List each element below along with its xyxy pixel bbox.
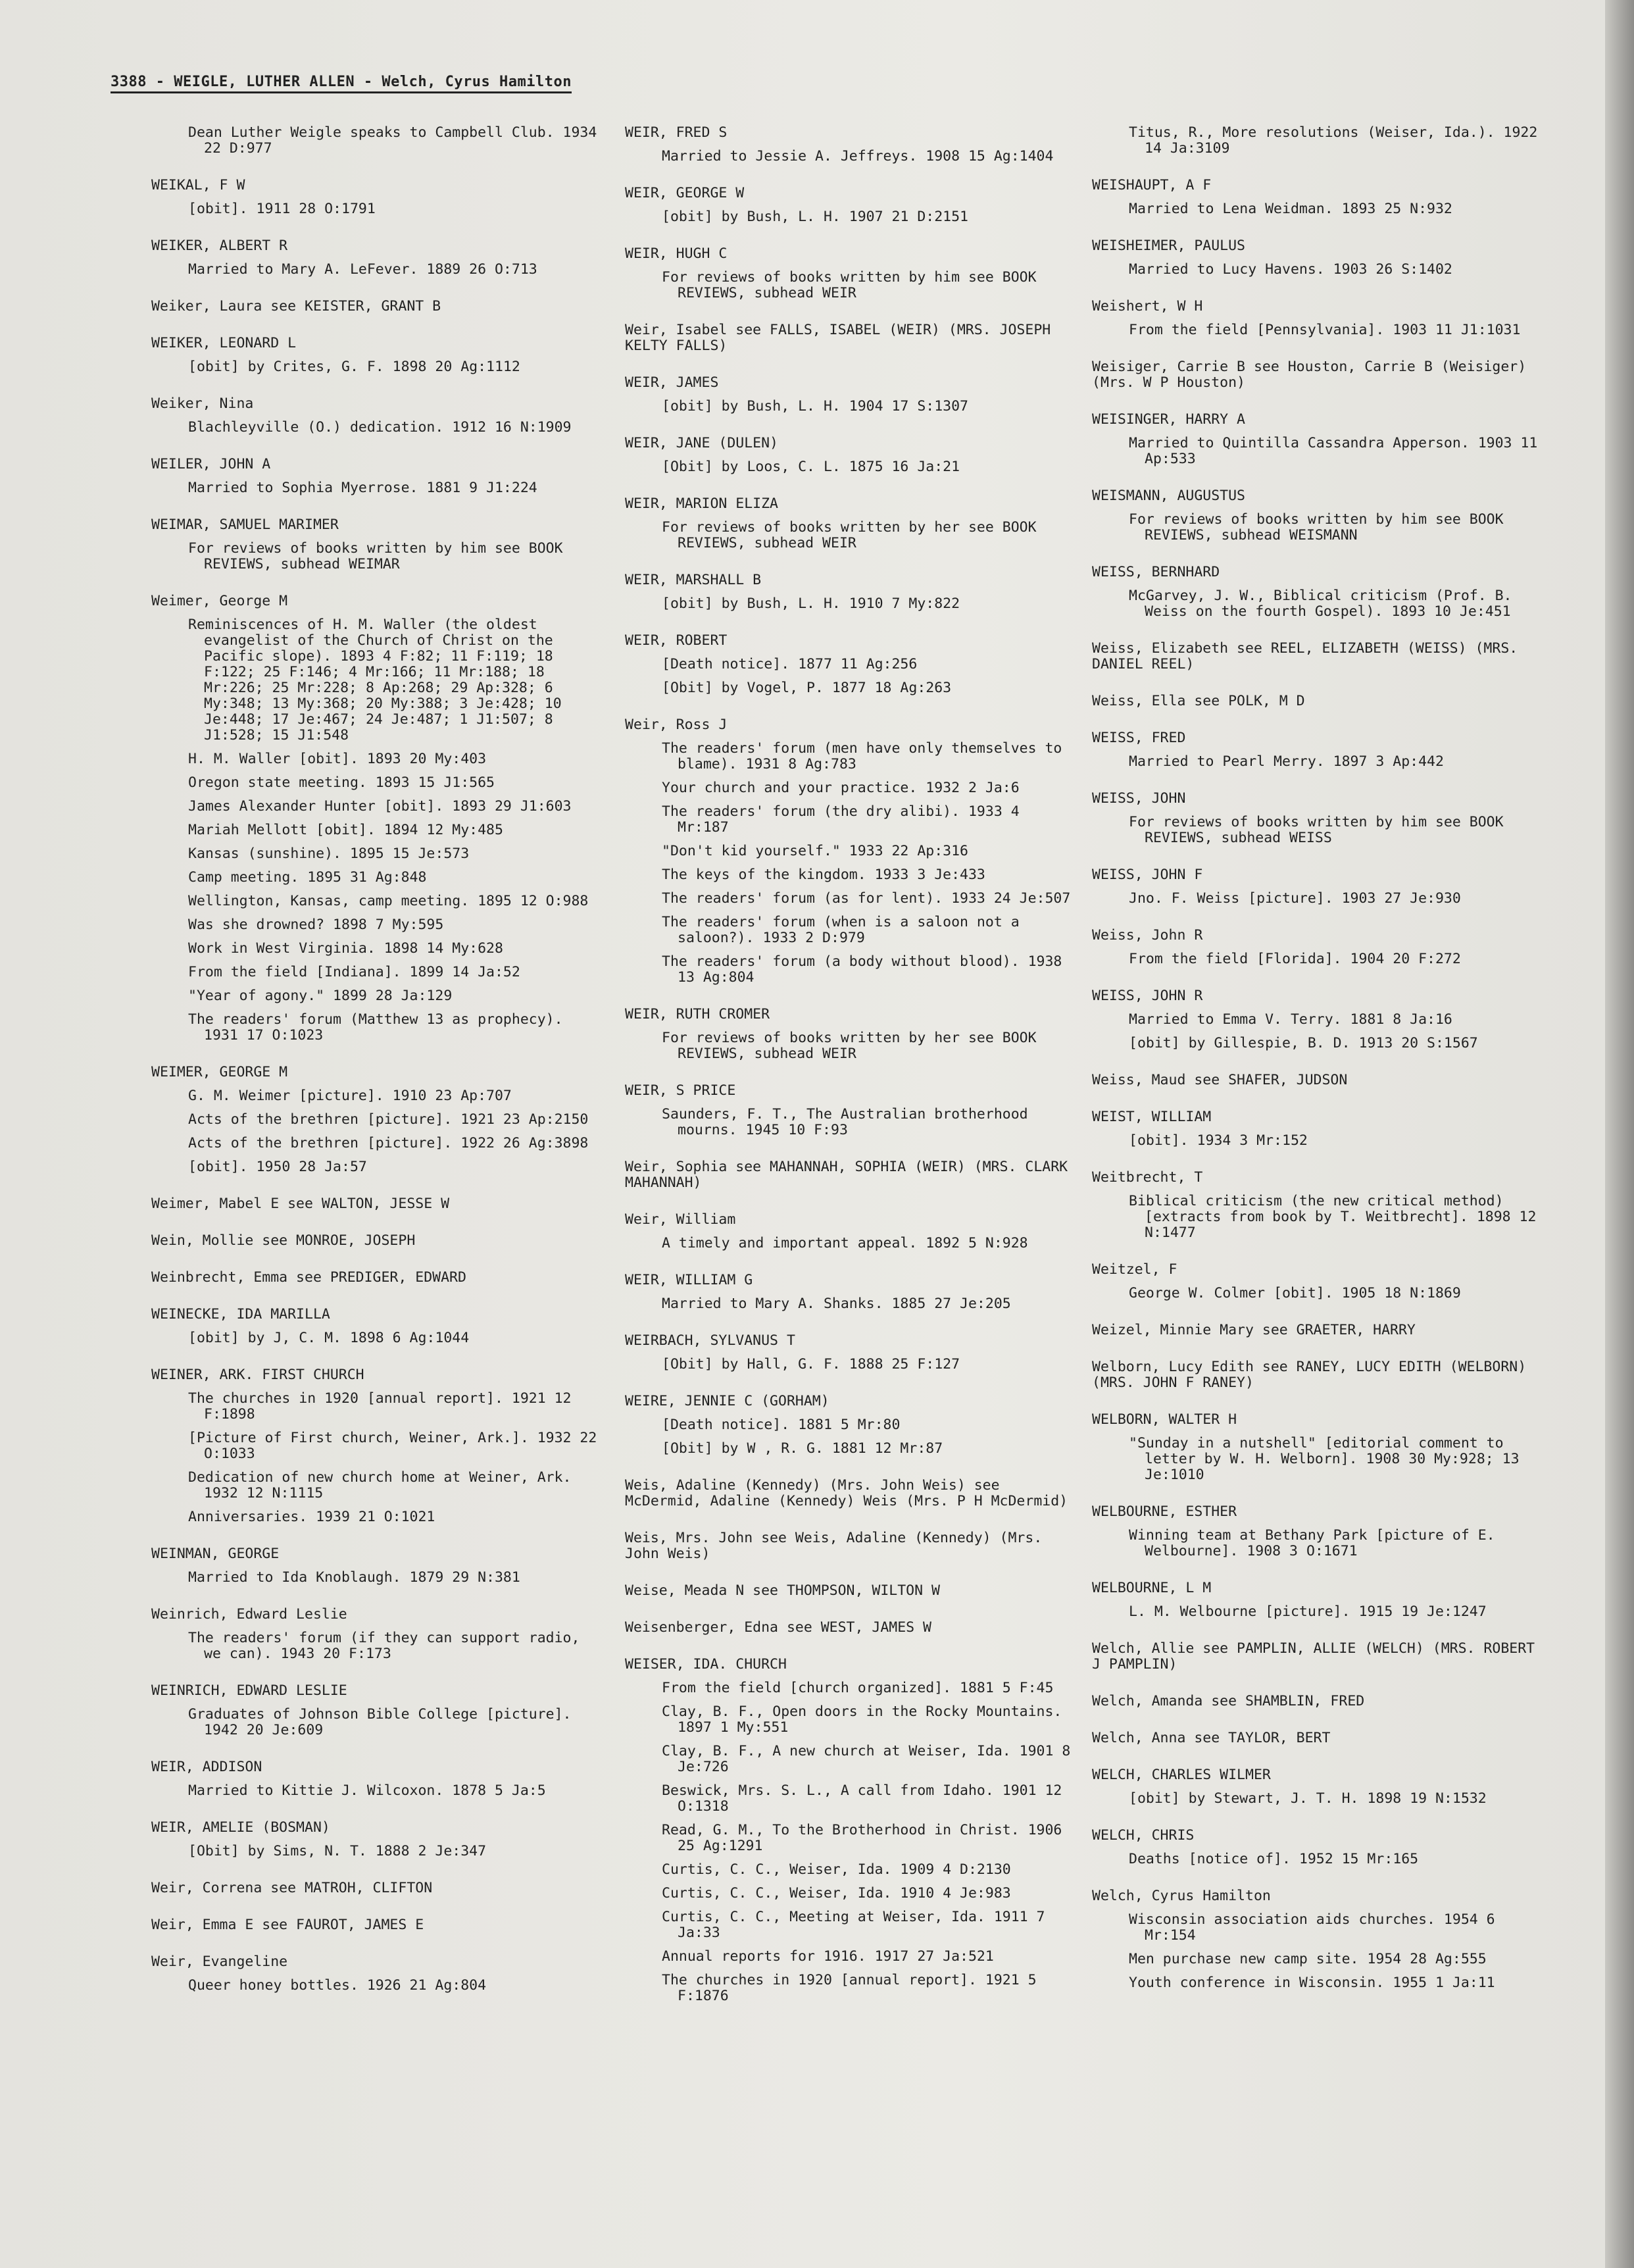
- entry-heading: WEISER, IDA. CHURCH: [625, 1656, 787, 1673]
- entry-citation: For reviews of books written by him see BOOK REVIEWS, subhead WEISS: [1129, 814, 1504, 846]
- index-entry: [1092, 1072, 1539, 1088]
- running-head: 3388 - WEIGLE, LUTHER ALLEN - Welch, Cyrus Hamilton: [111, 74, 572, 93]
- entry-heading: Weitbrecht, T: [1092, 1169, 1203, 1186]
- entry-citation: Oregon state meeting. 1893 15 J1:565: [188, 774, 495, 791]
- index-entry: [625, 436, 1072, 475]
- entry-citation: Winning team at Bethany Park [picture of E. Welbourne]. 1908 3 O:1671: [1129, 1527, 1495, 1559]
- index-entry: [625, 322, 1072, 354]
- index-entry: [151, 396, 599, 436]
- index-entry: [625, 496, 1072, 551]
- entry-heading: Weiker, Laura see KEISTER, GRANT B: [151, 298, 441, 315]
- index-entry: [1092, 1170, 1539, 1241]
- index-column-2: [625, 125, 1072, 2025]
- entry-citation: Married to Lena Weidman. 1893 25 N:932: [1129, 201, 1452, 217]
- entry-citation: Curtis, C. C., Weiser, Ida. 1910 4 Je:983: [662, 1885, 1011, 1902]
- entry-heading: WEISS, BERNHARD: [1092, 564, 1220, 580]
- entry-heading: Weishert, W H: [1092, 298, 1203, 315]
- entry-citation: [Obit] by Sims, N. T. 1888 2 Je:347: [188, 1843, 487, 1859]
- entry-heading: Weimer, George M: [151, 593, 288, 609]
- index-entry: [1092, 693, 1539, 709]
- index-entry: [1092, 1109, 1539, 1149]
- entry-heading: WEISS, JOHN R: [1092, 988, 1203, 1004]
- index-entry: [625, 1530, 1072, 1562]
- entry-heading: WEIR, MARSHALL B: [625, 572, 762, 588]
- entry-heading: WEISHEIMER, PAULUS: [1092, 238, 1245, 254]
- entry-heading: Weise, Meada N see THOMPSON, WILTON W: [625, 1582, 940, 1599]
- entry-citation: [Obit] by Hall, G. F. 1888 25 F:127: [662, 1356, 960, 1373]
- index-entry: [625, 375, 1072, 415]
- entry-heading: WELBORN, WALTER H: [1092, 1411, 1237, 1428]
- index-entry: [625, 572, 1072, 612]
- entry-heading: WEIR, S PRICE: [625, 1082, 736, 1099]
- entry-citation: The readers' forum (the dry alibi). 1933 4 Mr:187: [662, 803, 1020, 836]
- entry-citation: [obit] by J, C. M. 1898 6 Ag:1044: [188, 1330, 470, 1346]
- entry-citation: Deaths [notice of]. 1952 15 Mr:165: [1129, 1851, 1419, 1867]
- index-entry: [625, 186, 1072, 225]
- entry-citation: Your church and your practice. 1932 2 Ja:6: [662, 780, 1020, 796]
- entry-citation: "Sunday in a nutshell" [editorial comment to letter by W. H. Welborn]. 1908 30 My:928; 13 Je:1010: [1129, 1435, 1520, 1483]
- entry-heading: WEINER, ARK. FIRST CHURCH: [151, 1367, 364, 1383]
- index-entry: [1092, 1828, 1539, 1867]
- entry-heading: WEIR, AMELIE (BOSMAN): [151, 1819, 330, 1836]
- entry-heading: Weir, Sophia see MAHANNAH, SOPHIA (WEIR) (MRS. CLARK MAHANNAH): [625, 1159, 1068, 1191]
- entry-heading: WEIR, RUTH CROMER: [625, 1006, 770, 1022]
- entry-citation: Queer honey bottles. 1926 21 Ag:804: [188, 1977, 487, 1994]
- entry-citation: [Picture of First church, Weiner, Ark.]. 1932 22 O:1033: [188, 1430, 597, 1462]
- entry-citation: Read, G. M., To the Brotherhood in Christ. 1906 25 Ag:1291: [662, 1822, 1062, 1854]
- index-entry: [151, 178, 599, 217]
- entry-citation: [Death notice]. 1881 5 Mr:80: [662, 1417, 901, 1433]
- index-entry: [1092, 988, 1539, 1051]
- index-entry: [151, 1759, 599, 1799]
- entry-heading: Weinrich, Edward Leslie: [151, 1606, 347, 1623]
- entry-citation: [Death notice]. 1877 11 Ag:256: [662, 656, 918, 672]
- entry-heading: Weiss, Maud see SHAFER, JUDSON: [1092, 1072, 1348, 1088]
- entry-citation: Curtis, C. C., Weiser, Ida. 1909 4 D:2130: [662, 1861, 1011, 1878]
- entry-heading: WEISS, JOHN: [1092, 790, 1186, 807]
- index-entry: [1092, 178, 1539, 217]
- entry-heading: WEIR, WILLIAM G: [625, 1272, 753, 1288]
- index-entry: [1092, 359, 1539, 391]
- entry-citation: McGarvey, J. W., Biblical criticism (Prof. B. Weiss on the fourth Gospel). 1893 10 Je:451: [1129, 588, 1512, 620]
- entry-heading: Welborn, Lucy Edith see RANEY, LUCY EDITH (WELBORN) (MRS. JOHN F RANEY): [1092, 1359, 1527, 1391]
- index-entry: [1092, 867, 1539, 907]
- index-entry: [625, 1212, 1072, 1251]
- entry-citation: [Obit] by Vogel, P. 1877 18 Ag:263: [662, 680, 952, 696]
- entry-citation: Kansas (sunshine). 1895 15 Je:573: [188, 845, 470, 862]
- index-column-1: [151, 125, 599, 2015]
- entry-heading: WEINMAN, GEORGE: [151, 1546, 280, 1562]
- index-entry: [1092, 730, 1539, 770]
- index-entry: [1092, 1694, 1539, 1709]
- index-entry: [151, 1954, 599, 1994]
- entry-heading: WEIR, HUGH C: [625, 245, 728, 262]
- entry-heading: WEINECKE, IDA MARILLA: [151, 1306, 330, 1323]
- index-entry: [1092, 1641, 1539, 1673]
- entry-citation: Youth conference in Wisconsin. 1955 1 Ja:11: [1129, 1975, 1495, 1991]
- entry-heading: Welch, Cyrus Hamilton: [1092, 1888, 1271, 1904]
- entry-citation: The readers' forum (men have only themselves to blame). 1931 8 Ag:783: [662, 740, 1062, 772]
- entry-heading: Weiss, John R: [1092, 927, 1203, 944]
- entry-heading: Weisiger, Carrie B see Houston, Carrie B (Weisiger) (Mrs. W P Houston): [1092, 359, 1527, 391]
- entry-citation: [obit]. 1934 3 Mr:152: [1129, 1132, 1308, 1149]
- index-entry: [151, 1270, 599, 1286]
- index-entry: [1092, 125, 1539, 157]
- entry-citation: Married to Mary A. LeFever. 1889 26 O:713: [188, 261, 537, 278]
- entry-citation: Acts of the brethren [picture]. 1921 23 Ap:2150: [188, 1111, 589, 1128]
- index-entry: [625, 1159, 1072, 1191]
- entry-citation: "Year of agony." 1899 28 Ja:129: [188, 988, 453, 1004]
- index-entry: [625, 1478, 1072, 1509]
- entry-citation: For reviews of books written by him see BOOK REVIEWS, subhead WEIMAR: [188, 540, 563, 572]
- entry-citation: The churches in 1920 [annual report]. 1921 12 F:1898: [188, 1390, 572, 1423]
- entry-heading: WEIR, JAMES: [625, 374, 719, 391]
- index-entry: [151, 1065, 599, 1175]
- entry-citation: Married to Lucy Havens. 1903 26 S:1402: [1129, 261, 1452, 278]
- index-entry: [1092, 565, 1539, 620]
- entry-heading: WEIST, WILLIAM: [1092, 1109, 1212, 1125]
- index-entry: [151, 1820, 599, 1859]
- index-entry: [151, 1917, 599, 1933]
- entry-citation: Saunders, F. T., The Australian brotherhood mourns. 1945 10 F:93: [662, 1106, 1028, 1138]
- index-entry: [1092, 1730, 1539, 1746]
- entry-citation: Dedication of new church home at Weiner, Ark. 1932 12 N:1115: [188, 1469, 572, 1501]
- index-entry: [625, 1620, 1072, 1636]
- entry-heading: Weinbrecht, Emma see PREDIGER, EDWARD: [151, 1269, 466, 1286]
- entry-heading: Weir, William: [625, 1211, 736, 1228]
- index-entry: [625, 633, 1072, 696]
- index-entry: [151, 1880, 599, 1896]
- entry-heading: Weiker, Nina: [151, 395, 254, 412]
- entry-citation: [obit] by Bush, L. H. 1910 7 My:822: [662, 595, 960, 612]
- entry-citation: [obit] by Gillespie, B. D. 1913 20 S:1567: [1129, 1035, 1478, 1051]
- index-entry: [1092, 488, 1539, 543]
- entry-heading: Weizel, Minnie Mary see GRAETER, HARRY: [1092, 1322, 1416, 1338]
- index-entry: [625, 1333, 1072, 1373]
- entry-heading: WEISHAUPT, A F: [1092, 177, 1212, 193]
- entry-citation: James Alexander Hunter [obit]. 1893 29 J1:603: [188, 798, 572, 815]
- entry-heading: WELBOURNE, L M: [1092, 1580, 1212, 1596]
- entry-citation: The readers' forum (when is a saloon not a saloon?). 1933 2 D:979: [662, 914, 1020, 946]
- entry-citation: Mariah Mellott [obit]. 1894 12 My:485: [188, 822, 503, 838]
- index-entry: [625, 246, 1072, 301]
- index-entry: [1092, 299, 1539, 338]
- entry-citation: Titus, R., More resolutions (Weiser, Ida.). 1922 14 Ja:3109: [1129, 124, 1538, 157]
- index-entry: [151, 1196, 599, 1212]
- index-entry: [151, 336, 599, 375]
- index-entry: [151, 1233, 599, 1249]
- entry-citation: The readers' forum (a body without blood). 1938 13 Ag:804: [662, 953, 1062, 986]
- entry-heading: Weiss, Ella see POLK, M D: [1092, 693, 1305, 709]
- index-entry: [1092, 1412, 1539, 1483]
- entry-heading: Welch, Allie see PAMPLIN, ALLIE (WELCH) (MRS. ROBERT J PAMPLIN): [1092, 1640, 1535, 1673]
- index-entry: [1092, 1262, 1539, 1301]
- entry-citation: The readers' forum (as for lent). 1933 24 Je:507: [662, 890, 1071, 907]
- entry-heading: Weisenberger, Edna see WEST, JAMES W: [625, 1619, 931, 1636]
- entry-heading: Weir, Isabel see FALLS, ISABEL (WEIR) (MRS. JOSEPH KELTY FALLS): [625, 322, 1051, 354]
- entry-citation: Annual reports for 1916. 1917 27 Ja:521: [662, 1948, 994, 1965]
- entry-citation: Married to Emma V. Terry. 1881 8 Ja:16: [1129, 1011, 1452, 1028]
- entry-heading: WELCH, CHRIS: [1092, 1827, 1195, 1844]
- entry-heading: WELCH, CHARLES WILMER: [1092, 1767, 1271, 1783]
- entry-citation: Acts of the brethren [picture]. 1922 26 Ag:3898: [188, 1135, 589, 1151]
- entry-heading: Welch, Amanda see SHAMBLIN, FRED: [1092, 1693, 1365, 1709]
- index-entry: [151, 1367, 599, 1525]
- entry-citation: A timely and important appeal. 1892 5 N:928: [662, 1235, 1028, 1251]
- entry-citation: Reminiscences of H. M. Waller (the oldest evangelist of the Church of Christ on the Pacific slope). 1893 4 F:82; 11 F:119; 18 F:122; 25 F:146; 4 Mr:166; 11 Mr:188; 18 Mr:226; 25 Mr:228; 8 Ap:268; 29 Ap:328; 6 My:348; 13 My:368; 20 My:388; 3 Je:428; 10 Je:448; 17 Je:467; 24 Je:487; 1 J1:507; 8 J1:528; 15 J1:548: [188, 617, 562, 743]
- index-entry: [625, 1007, 1072, 1062]
- index-entry: [1092, 1323, 1539, 1338]
- entry-citation: Clay, B. F., A new church at Weiser, Ida. 1901 8 Je:726: [662, 1743, 1071, 1775]
- entry-heading: WEIR, ADDISON: [151, 1759, 262, 1775]
- entry-citation: Wisconsin association aids churches. 1954 6 Mr:154: [1129, 1911, 1495, 1944]
- entry-citation: For reviews of books written by her see BOOK REVIEWS, subhead WEIR: [662, 519, 1037, 551]
- index-entry: [625, 125, 1072, 164]
- index-entry: [1092, 1359, 1539, 1391]
- index-entry: [151, 238, 599, 278]
- entry-heading: WEISS, FRED: [1092, 730, 1186, 746]
- entry-heading: Weir, Correna see MATROH, CLIFTON: [151, 1880, 433, 1896]
- index-entry: [151, 125, 599, 157]
- entry-citation: Jno. F. Weiss [picture]. 1903 27 Je:930: [1129, 890, 1461, 907]
- index-entry: [151, 1607, 599, 1662]
- entry-heading: Weimer, Mabel E see WALTON, JESSE W: [151, 1196, 450, 1212]
- entry-citation: Wellington, Kansas, camp meeting. 1895 12 O:988: [188, 893, 589, 909]
- entry-heading: WEINRICH, EDWARD LESLIE: [151, 1682, 347, 1699]
- entry-citation: From the field [church organized]. 1881 5 F:45: [662, 1680, 1054, 1696]
- entry-citation: Graduates of Johnson Bible College [picture]. 1942 20 Je:609: [188, 1706, 572, 1738]
- entry-heading: WEIMAR, SAMUEL MARIMER: [151, 517, 339, 533]
- entry-citation: Was she drowned? 1898 7 My:595: [188, 917, 444, 933]
- entry-citation: [Obit] by W , R. G. 1881 12 Mr:87: [662, 1440, 943, 1457]
- entry-citation: [obit]. 1911 28 O:1791: [188, 201, 376, 217]
- index-entry: [1092, 1580, 1539, 1620]
- entry-citation: [Obit] by Loos, C. L. 1875 16 Ja:21: [662, 459, 960, 475]
- index-entry: [625, 1083, 1072, 1138]
- entry-citation: G. M. Weimer [picture]. 1910 23 Ap:707: [188, 1088, 512, 1104]
- index-entry: [1092, 1504, 1539, 1559]
- entry-heading: Weiss, Elizabeth see REEL, ELIZABETH (WEISS) (MRS. DANIEL REEL): [1092, 640, 1518, 672]
- entry-citation: Married to Quintilla Cassandra Apperson. 1903 11 Ap:533: [1129, 435, 1538, 467]
- entry-heading: WELBOURNE, ESTHER: [1092, 1503, 1237, 1520]
- entry-citation: The keys of the kingdom. 1933 3 Je:433: [662, 867, 985, 883]
- index-entry: [151, 1683, 599, 1738]
- entry-heading: Weir, Ross J: [625, 717, 728, 733]
- entry-citation: [obit] by Bush, L. H. 1904 17 S:1307: [662, 398, 968, 415]
- entry-heading: WEIRE, JENNIE C (GORHAM): [625, 1393, 829, 1409]
- entry-citation: For reviews of books written by her see BOOK REVIEWS, subhead WEIR: [662, 1030, 1037, 1062]
- entry-heading: Weir, Evangeline: [151, 1953, 288, 1970]
- entry-citation: Married to Jessie A. Jeffreys. 1908 15 Ag:1404: [662, 148, 1054, 164]
- entry-heading: Weis, Adaline (Kennedy) (Mrs. John Weis) see McDermid, Adaline (Kennedy) Weis (Mrs. P H McDermid): [625, 1477, 1068, 1509]
- entry-citation: Men purchase new camp site. 1954 28 Ag:555: [1129, 1951, 1487, 1967]
- entry-heading: WEIKAL, F W: [151, 177, 245, 193]
- entry-citation: Camp meeting. 1895 31 Ag:848: [188, 869, 427, 886]
- entry-heading: WEIR, GEORGE W: [625, 185, 745, 201]
- entry-heading: Welch, Anna see TAYLOR, BERT: [1092, 1730, 1331, 1746]
- index-entry: [151, 457, 599, 496]
- index-entry: [1092, 412, 1539, 467]
- entry-citation: For reviews of books written by him see BOOK REVIEWS, subhead WEIR: [662, 269, 1037, 301]
- index-entry: [151, 517, 599, 572]
- entry-citation: The readers' forum (Matthew 13 as prophecy). 1931 17 O:1023: [188, 1011, 563, 1044]
- index-entry: [151, 299, 599, 315]
- entry-heading: WEISMANN, AUGUSTUS: [1092, 488, 1245, 504]
- entry-citation: For reviews of books written by him see BOOK REVIEWS, subhead WEISMANN: [1129, 511, 1504, 543]
- index-entry: [1092, 238, 1539, 278]
- entry-heading: WEIMER, GEORGE M: [151, 1064, 288, 1080]
- index-entry: [625, 1394, 1072, 1457]
- entry-citation: Clay, B. F., Open doors in the Rocky Mountains. 1897 1 My:551: [662, 1703, 1062, 1736]
- entry-citation: Married to Pearl Merry. 1897 3 Ap:442: [1129, 753, 1444, 770]
- entry-citation: [obit] by Bush, L. H. 1907 21 D:2151: [662, 209, 968, 225]
- entry-citation: [obit]. 1950 28 Ja:57: [188, 1159, 367, 1175]
- entry-citation: George W. Colmer [obit]. 1905 18 N:1869: [1129, 1285, 1461, 1301]
- entry-citation: From the field [Indiana]. 1899 14 Ja:52: [188, 964, 520, 980]
- index-entry: [1092, 928, 1539, 967]
- entry-heading: Weir, Emma E see FAUROT, JAMES E: [151, 1917, 424, 1933]
- entry-heading: WEIKER, ALBERT R: [151, 238, 288, 254]
- entry-heading: Weis, Mrs. John see Weis, Adaline (Kennedy) (Mrs. John Weis): [625, 1530, 1043, 1562]
- entry-citation: L. M. Welbourne [picture]. 1915 19 Je:1247: [1129, 1603, 1487, 1620]
- entry-citation: Beswick, Mrs. S. L., A call from Idaho. 1901 12 O:1318: [662, 1782, 1062, 1815]
- entry-citation: Married to Sophia Myerrose. 1881 9 J1:224: [188, 480, 537, 496]
- entry-heading: WEIRBACH, SYLVANUS T: [625, 1332, 795, 1349]
- entry-citation: Dean Luther Weigle speaks to Campbell Club. 1934 22 D:977: [188, 124, 597, 157]
- index-entry: [1092, 791, 1539, 846]
- entry-heading: WEISS, JOHN F: [1092, 867, 1203, 883]
- index-entry: [151, 1546, 599, 1586]
- index-entry: [625, 1657, 1072, 2004]
- entry-citation: The churches in 1920 [annual report]. 1921 5 F:1876: [662, 1972, 1037, 2004]
- entry-citation: From the field [Florida]. 1904 20 F:272: [1129, 951, 1461, 967]
- entry-citation: Married to Ida Knoblaugh. 1879 29 N:381: [188, 1569, 520, 1586]
- entry-heading: WEISINGER, HARRY A: [1092, 411, 1245, 428]
- entry-citation: "Don't kid yourself." 1933 22 Ap:316: [662, 843, 968, 859]
- entry-citation: Biblical criticism (the new critical method) [extracts from book by T. Weitbrecht]. 1898 12 N:1477: [1129, 1193, 1537, 1241]
- entry-citation: Married to Kittie J. Wilcoxon. 1878 5 Ja:5: [188, 1782, 546, 1799]
- entry-citation: The readers' forum (if they can support radio, we can). 1943 20 F:173: [188, 1630, 580, 1662]
- entry-citation: From the field [Pennsylvania]. 1903 11 J1:1031: [1129, 322, 1521, 338]
- index-entry: [151, 593, 599, 1044]
- entry-heading: WEIR, MARION ELIZA: [625, 495, 778, 512]
- index-entry: [625, 717, 1072, 986]
- index-entry: [625, 1583, 1072, 1599]
- entry-heading: Weitzel, F: [1092, 1261, 1177, 1278]
- entry-citation: [obit] by Crites, G. F. 1898 20 Ag:1112: [188, 359, 520, 375]
- entry-heading: WEIR, FRED S: [625, 124, 728, 141]
- index-entry: [151, 1307, 599, 1346]
- entry-heading: WEIR, ROBERT: [625, 632, 728, 649]
- entry-citation: Curtis, C. C., Meeting at Weiser, Ida. 1911 7 Ja:33: [662, 1909, 1045, 1941]
- entry-citation: Blachleyville (O.) dedication. 1912 16 N:1909: [188, 419, 572, 436]
- entry-citation: Work in West Virginia. 1898 14 My:628: [188, 940, 503, 957]
- index-entry: [1092, 1767, 1539, 1807]
- index-column-3: [1092, 125, 1539, 2012]
- page-edge: [1605, 0, 1634, 2268]
- entry-citation: [obit] by Stewart, J. T. H. 1898 19 N:1532: [1129, 1790, 1487, 1807]
- index-entry: [1092, 641, 1539, 672]
- entry-heading: WEILER, JOHN A: [151, 456, 271, 472]
- entry-citation: Married to Mary A. Shanks. 1885 27 Je:205: [662, 1296, 1011, 1312]
- entry-citation: H. M. Waller [obit]. 1893 20 My:403: [188, 751, 487, 767]
- entry-heading: WEIR, JANE (DULEN): [625, 435, 778, 451]
- entry-heading: WEIKER, LEONARD L: [151, 335, 297, 351]
- index-entry: [625, 1273, 1072, 1312]
- entry-citation: Anniversaries. 1939 21 O:1021: [188, 1509, 435, 1525]
- index-entry: [1092, 1888, 1539, 1991]
- entry-heading: Wein, Mollie see MONROE, JOSEPH: [151, 1232, 416, 1249]
